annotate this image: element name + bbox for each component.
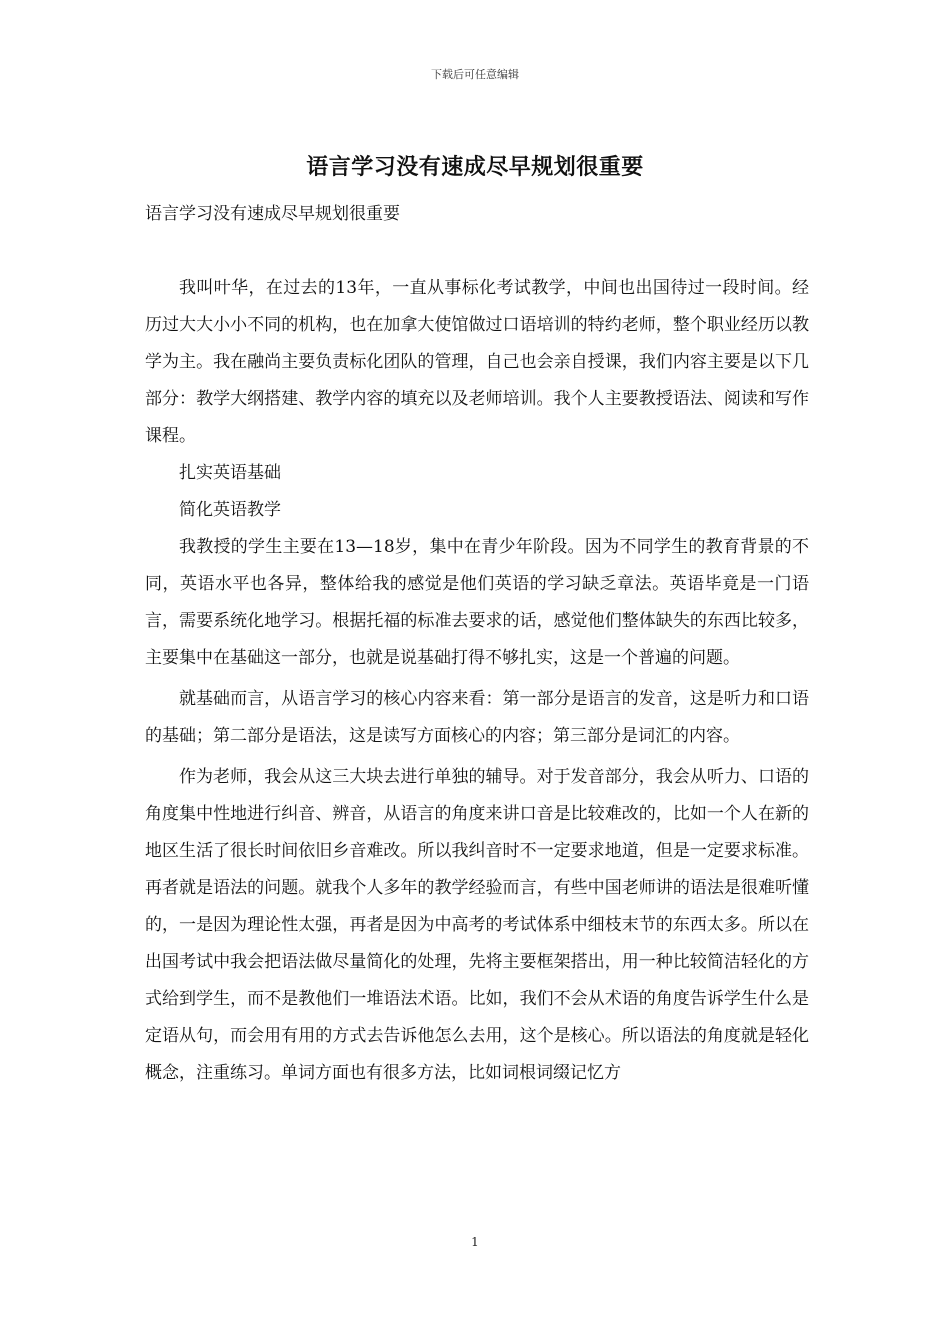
paragraph-students: 我教授的学生主要在13—18岁，集中在青少年阶段。因为不同学生的教育背景的不同，英语水平也各异，整体给我的感觉是他们英语的学习缺乏章法。英语毕竟是一门语言，需要系统化地学习。根据托福的标准去要求的话，感觉他们整体缺失的东西比较多，主要集中在基础这一部分，也就是说基础打得不够扎实，这是一个普遍的问题。 (145, 537, 809, 668)
document-body (145, 270, 809, 1092)
section-heading-simplify: 简化英语教学 (179, 500, 281, 520)
document-title: 语言学习没有速成尽早规划很重要 (306, 154, 644, 180)
paragraph-basics: 就基础而言，从语言学习的核心内容来看：第一部分是语言的发音，这是听力和口语的基础；第二部分是语法，这是读写方面核心的内容；第三部分是词汇的内容。 (145, 689, 809, 746)
paragraph-intro: 我叫叶华，在过去的13年，一直从事标化考试教学，中间也出国待过一段时间。经历过大大小小不同的机构，也在加拿大使馆做过口语培训的特约老师，整个职业经历以教学为主。我在融尚主要负责标化团队的管理，自己也会亲自授课，我们内容主要是以下几部分：教学大纲搭建、教学内容的填充以及老师培训。我个人主要教授语法、阅读和写作课程。 (145, 278, 809, 446)
header-note: 下载后可任意编辑 (431, 68, 519, 81)
section-heading-foundation: 扎实英语基础 (179, 463, 281, 483)
document-subtitle: 语言学习没有速成尽早规划很重要 (145, 204, 400, 224)
page-number: 1 (471, 1235, 479, 1249)
paragraph-teaching: 作为老师，我会从这三大块去进行单独的辅导。对于发音部分，我会从听力、口语的角度集中性地进行纠音、辨音，从语言的角度来讲口音是比较难改的，比如一个人在新的地区生活了很长时间依旧乡音难改。所以我纠音时不一定要求地道，但是一定要求标准。再者就是语法的问题。就我个人多年的教学经验而言，有些中国老师讲的语法是很难听懂的，一是因为理论性太强，再者是因为中高考的考试体系中细枝末节的东西太多。所以在出国考试中我会把语法做尽量简化的处理，先将主要框架搭出，用一种比较简洁轻化的方式给到学生，而不是教他们一堆语法术语。比如，我们不会从术语的角度告诉学生什么是定语从句，而会用有用的方式去告诉他怎么去用，这个是核心。所以语法的角度就是轻化概念，注重练习。单词方面也有很多方法，比如词根词缀记忆方 (145, 767, 809, 1083)
